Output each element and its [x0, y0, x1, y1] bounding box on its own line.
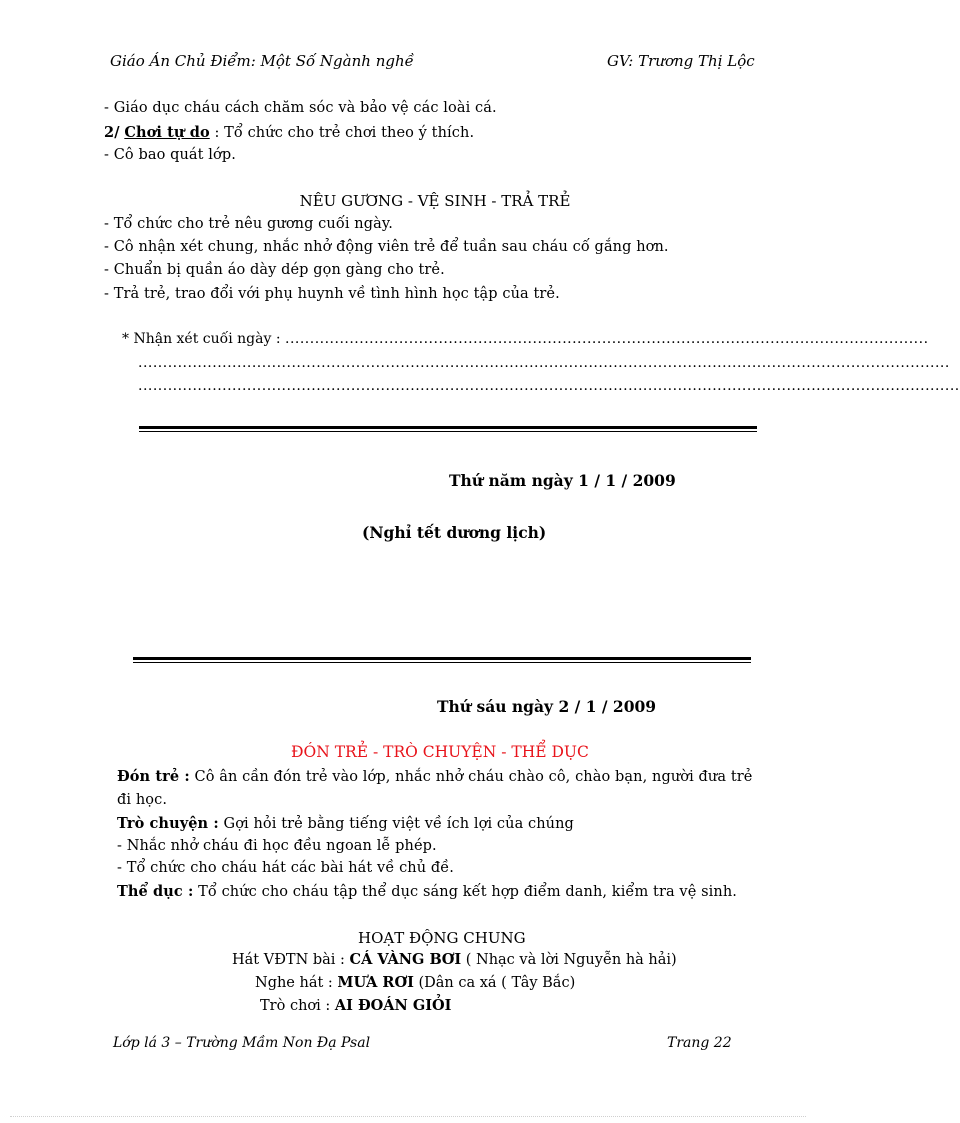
section1-line1: - Giáo dục cháu cách chăm sóc và bảo vệ các loài cá.: [104, 100, 497, 116]
act2-song: MƯA RƠI: [337, 974, 414, 991]
thursday-note: (Nghỉ tết dương lịch): [362, 523, 547, 542]
friday-line-a: - Nhắc nhở cháu đi học đều ngoan lễ phép.: [117, 838, 437, 854]
section2-line-3: - Trả trẻ, trao đổi với phụ huynh về tình hình học tập của trẻ.: [104, 286, 560, 302]
divider-2: [133, 657, 751, 663]
don-tre-label: Đón trẻ :: [117, 768, 190, 785]
remark-dots-3: ......................................................................................................................................................................: [138, 378, 960, 394]
the-duc-label: Thể dục :: [117, 883, 194, 900]
footer-right: Trang 22: [667, 1035, 732, 1051]
activity-1: [232, 951, 677, 968]
don-tre-text2: đi học.: [117, 792, 168, 808]
section1-line2-num: 2/: [104, 124, 120, 141]
header-right: GV: Trương Thị Lộc: [607, 52, 755, 70]
act2-label: Nghe hát :: [255, 975, 338, 991]
activity-3: [260, 997, 451, 1014]
tro-chuyen-text: Gợi hỏi trẻ bằng tiếng việt về ích lợi của chúng: [218, 816, 574, 832]
remark-line-1: [122, 331, 929, 347]
act1-label: Hát VĐTN bài :: [232, 952, 350, 968]
section2-line-1: - Cô nhận xét chung, nhắc nhở động viên trẻ để tuần sau cháu cố gắng hơn.: [104, 239, 669, 255]
section2-title: NÊU GƯƠNG - VỆ SINH - TRẢ TRẺ: [299, 192, 571, 210]
friday-section-title: ĐÓN TRẺ - TRÒ CHUYỆN - THỂ DỤC: [291, 743, 589, 761]
the-duc-text: Tổ chức cho cháu tập thể dục sáng kết hợp điểm danh, kiểm tra vệ sinh.: [193, 884, 737, 900]
don-tre-line: [117, 768, 752, 785]
act2-note: (Dân ca xá ( Tây Bắc): [413, 975, 576, 991]
thursday-title: Thứ năm ngày 1 / 1 / 2009: [449, 471, 676, 490]
section1-line2-title: Chơi tự do: [124, 124, 210, 141]
friday-title: Thứ sáu ngày 2 / 1 / 2009: [437, 697, 657, 716]
footer-left: Lớp lá 3 – Trường Mầm Non Đạ Psal: [113, 1035, 371, 1051]
act3-label: Trò chơi :: [260, 998, 335, 1014]
section1-line3: - Cô bao quát lớp.: [104, 147, 236, 163]
tro-chuyen-line: [117, 815, 574, 832]
act1-song: CÁ VÀNG BƠI: [349, 951, 462, 968]
section2-line-0: - Tổ chức cho trẻ nêu gương cuối ngày.: [104, 216, 393, 232]
divider-1: [139, 426, 757, 432]
section2-line-2: - Chuẩn bị quần áo dày dép gọn gàng cho trẻ.: [104, 262, 445, 278]
remark-label: * Nhận xét cuối ngày :: [122, 331, 285, 347]
don-tre-text: Cô ân cần đón trẻ vào lớp, nhắc nhở cháu chào cô, chào bạn, người đưa trẻ: [189, 769, 753, 785]
activity-2: [255, 974, 575, 991]
section1-line2: [104, 124, 474, 141]
the-duc-line: [117, 883, 737, 900]
remark-dots-1: ..................................................................................................................................: [285, 331, 929, 347]
page-bottom-border: [10, 1116, 806, 1117]
act1-note: ( Nhạc và lời Nguyễn hà hải): [461, 952, 677, 968]
act3-game: AI ĐOÁN GIỎI: [334, 997, 452, 1014]
remark-dots-2: ....................................................................................................................................................................: [138, 355, 950, 371]
friday-line-b: - Tổ chức cho cháu hát các bài hát về chủ đề.: [117, 860, 454, 876]
tro-chuyen-label: Trò chuyện :: [117, 815, 219, 832]
section1-line2-rest: : Tổ chức cho trẻ chơi theo ý thích.: [209, 125, 475, 141]
header-left: Giáo Án Chủ Điểm: Một Số Ngành nghề: [110, 52, 414, 70]
activity-title: HOẠT ĐỘNG CHUNG: [358, 929, 526, 947]
